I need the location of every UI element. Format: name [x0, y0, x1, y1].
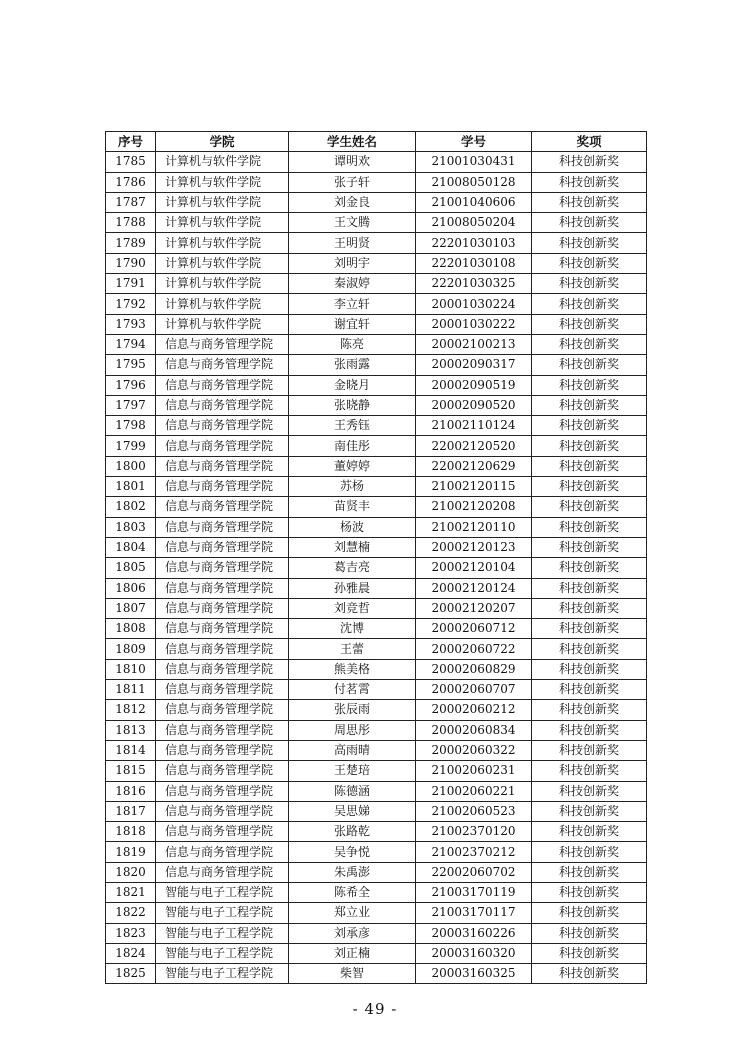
table-row — [106, 781, 647, 801]
cell-index: 1825 — [106, 964, 156, 984]
cell-index: 1805 — [106, 558, 156, 578]
cell-college: 信息与商务管理学院 — [156, 578, 289, 598]
cell-college: 信息与商务管理学院 — [156, 355, 289, 375]
cell-award: 科技创新奖 — [532, 862, 647, 882]
cell-student-id: 21002060221 — [416, 781, 532, 801]
cell-student-name: 秦淑婷 — [289, 274, 416, 294]
cell-college: 智能与电子工程学院 — [156, 882, 289, 902]
cell-index: 1790 — [106, 253, 156, 273]
table-row — [106, 801, 647, 821]
cell-award: 科技创新奖 — [532, 781, 647, 801]
table-row — [106, 294, 647, 314]
cell-student-id: 21008050128 — [416, 172, 532, 192]
cell-student-id: 21002370212 — [416, 842, 532, 862]
table-row — [106, 903, 647, 923]
cell-index: 1814 — [106, 740, 156, 760]
cell-student-name: 张雨露 — [289, 355, 416, 375]
cell-college: 信息与商务管理学院 — [156, 375, 289, 395]
cell-index: 1798 — [106, 416, 156, 436]
cell-student-name: 王明贤 — [289, 233, 416, 253]
cell-college: 信息与商务管理学院 — [156, 781, 289, 801]
cell-award: 科技创新奖 — [532, 558, 647, 578]
cell-student-id: 20003160320 — [416, 943, 532, 963]
cell-award: 科技创新奖 — [532, 537, 647, 557]
cell-student-name: 陈希全 — [289, 882, 416, 902]
cell-college: 智能与电子工程学院 — [156, 903, 289, 923]
cell-college: 智能与电子工程学院 — [156, 943, 289, 963]
cell-student-name: 杨波 — [289, 517, 416, 537]
cell-college: 计算机与软件学院 — [156, 233, 289, 253]
cell-index: 1822 — [106, 903, 156, 923]
cell-index: 1803 — [106, 517, 156, 537]
table-row — [106, 314, 647, 334]
cell-student-id: 22002060702 — [416, 862, 532, 882]
cell-student-name: 刘竞哲 — [289, 598, 416, 618]
cell-student-id: 20002090519 — [416, 375, 532, 395]
cell-student-id: 22201030103 — [416, 233, 532, 253]
table-row — [106, 700, 647, 720]
cell-student-name: 沈博 — [289, 619, 416, 639]
cell-student-name: 张辰雨 — [289, 700, 416, 720]
cell-award: 科技创新奖 — [532, 943, 647, 963]
award-table — [105, 131, 647, 984]
cell-student-name: 苗贤丰 — [289, 497, 416, 517]
cell-index: 1808 — [106, 619, 156, 639]
cell-award: 科技创新奖 — [532, 598, 647, 618]
table-row — [106, 882, 647, 902]
cell-index: 1824 — [106, 943, 156, 963]
cell-college: 信息与商务管理学院 — [156, 477, 289, 497]
cell-student-name: 南佳彤 — [289, 436, 416, 456]
table-row — [106, 659, 647, 679]
cell-student-name: 张子轩 — [289, 172, 416, 192]
cell-student-name: 张路乾 — [289, 822, 416, 842]
cell-index: 1811 — [106, 680, 156, 700]
cell-index: 1789 — [106, 233, 156, 253]
cell-college: 信息与商务管理学院 — [156, 862, 289, 882]
cell-student-id: 21003170117 — [416, 903, 532, 923]
cell-college: 信息与商务管理学院 — [156, 761, 289, 781]
table-row — [106, 578, 647, 598]
cell-award: 科技创新奖 — [532, 192, 647, 212]
cell-index: 1804 — [106, 537, 156, 557]
cell-student-id: 21001030431 — [416, 152, 532, 172]
table-row — [106, 964, 647, 984]
cell-student-name: 谢宜轩 — [289, 314, 416, 334]
cell-college: 信息与商务管理学院 — [156, 659, 289, 679]
cell-student-id: 20002060834 — [416, 720, 532, 740]
table-row — [106, 395, 647, 415]
cell-student-id: 22201030325 — [416, 274, 532, 294]
cell-student-name: 刘承彦 — [289, 923, 416, 943]
page-number: - 49 - — [352, 1000, 398, 1018]
table-row — [106, 537, 647, 557]
cell-award: 科技创新奖 — [532, 213, 647, 233]
cell-student-id: 21003170119 — [416, 882, 532, 902]
cell-college: 计算机与软件学院 — [156, 253, 289, 273]
cell-award: 科技创新奖 — [532, 842, 647, 862]
cell-award: 科技创新奖 — [532, 619, 647, 639]
cell-award: 科技创新奖 — [532, 395, 647, 415]
cell-student-id: 21001040606 — [416, 192, 532, 212]
cell-student-name: 王楚琣 — [289, 761, 416, 781]
table-row — [106, 456, 647, 476]
cell-college: 智能与电子工程学院 — [156, 923, 289, 943]
cell-index: 1802 — [106, 497, 156, 517]
cell-award: 科技创新奖 — [532, 882, 647, 902]
cell-award: 科技创新奖 — [532, 659, 647, 679]
cell-college: 信息与商务管理学院 — [156, 416, 289, 436]
table-row — [106, 862, 647, 882]
cell-student-id: 20002060712 — [416, 619, 532, 639]
cell-college: 信息与商务管理学院 — [156, 517, 289, 537]
cell-student-id: 20002100213 — [416, 334, 532, 354]
cell-index: 1796 — [106, 375, 156, 395]
cell-award: 科技创新奖 — [532, 152, 647, 172]
cell-student-id: 21008050204 — [416, 213, 532, 233]
cell-index: 1823 — [106, 923, 156, 943]
table-row — [106, 334, 647, 354]
cell-student-name: 葛吉亮 — [289, 558, 416, 578]
cell-college: 信息与商务管理学院 — [156, 497, 289, 517]
cell-student-id: 22201030108 — [416, 253, 532, 273]
table-row — [106, 680, 647, 700]
cell-college: 信息与商务管理学院 — [156, 537, 289, 557]
header-student-id: 学号 — [416, 132, 532, 152]
cell-index: 1809 — [106, 639, 156, 659]
cell-award: 科技创新奖 — [532, 314, 647, 334]
header-college: 学院 — [156, 132, 289, 152]
cell-college: 智能与电子工程学院 — [156, 964, 289, 984]
cell-award: 科技创新奖 — [532, 456, 647, 476]
cell-student-id: 20002090520 — [416, 395, 532, 415]
cell-index: 1807 — [106, 598, 156, 618]
cell-college: 计算机与软件学院 — [156, 152, 289, 172]
cell-index: 1819 — [106, 842, 156, 862]
cell-student-name: 熊美格 — [289, 659, 416, 679]
table-row — [106, 436, 647, 456]
cell-index: 1801 — [106, 477, 156, 497]
cell-college: 信息与商务管理学院 — [156, 395, 289, 415]
cell-award: 科技创新奖 — [532, 233, 647, 253]
cell-college: 信息与商务管理学院 — [156, 740, 289, 760]
cell-award: 科技创新奖 — [532, 822, 647, 842]
cell-college: 计算机与软件学院 — [156, 172, 289, 192]
cell-college: 信息与商务管理学院 — [156, 680, 289, 700]
cell-index: 1815 — [106, 761, 156, 781]
cell-college: 信息与商务管理学院 — [156, 842, 289, 862]
cell-student-id: 20002060707 — [416, 680, 532, 700]
table-row — [106, 355, 647, 375]
cell-student-id: 21002110124 — [416, 416, 532, 436]
cell-student-name: 付茗霄 — [289, 680, 416, 700]
table-header-row — [106, 132, 647, 152]
cell-index: 1821 — [106, 882, 156, 902]
table-row — [106, 842, 647, 862]
cell-student-name: 陈亮 — [289, 334, 416, 354]
cell-student-name: 李立轩 — [289, 294, 416, 314]
cell-student-name: 谭明欢 — [289, 152, 416, 172]
cell-student-id: 21002060523 — [416, 801, 532, 821]
cell-award: 科技创新奖 — [532, 903, 647, 923]
cell-student-name: 高雨晴 — [289, 740, 416, 760]
cell-student-name: 郑立业 — [289, 903, 416, 923]
cell-index: 1816 — [106, 781, 156, 801]
table-row — [106, 822, 647, 842]
cell-student-id: 20002090317 — [416, 355, 532, 375]
cell-award: 科技创新奖 — [532, 436, 647, 456]
cell-student-name: 周思彤 — [289, 720, 416, 740]
cell-award: 科技创新奖 — [532, 172, 647, 192]
cell-student-name: 刘正楠 — [289, 943, 416, 963]
cell-award: 科技创新奖 — [532, 497, 647, 517]
table-row — [106, 720, 647, 740]
cell-award: 科技创新奖 — [532, 375, 647, 395]
table-row — [106, 497, 647, 517]
cell-index: 1792 — [106, 294, 156, 314]
cell-student-id: 21002370120 — [416, 822, 532, 842]
table-row — [106, 274, 647, 294]
cell-award: 科技创新奖 — [532, 253, 647, 273]
cell-student-id: 20002060722 — [416, 639, 532, 659]
cell-student-name: 吴争悦 — [289, 842, 416, 862]
cell-college: 信息与商务管理学院 — [156, 436, 289, 456]
cell-award: 科技创新奖 — [532, 294, 647, 314]
cell-index: 1817 — [106, 801, 156, 821]
cell-college: 计算机与软件学院 — [156, 294, 289, 314]
cell-student-name: 刘慧楠 — [289, 537, 416, 557]
cell-award: 科技创新奖 — [532, 274, 647, 294]
cell-student-id: 21002060231 — [416, 761, 532, 781]
table-row — [106, 558, 647, 578]
cell-student-id: 20002120207 — [416, 598, 532, 618]
cell-student-id: 20002120104 — [416, 558, 532, 578]
cell-award: 科技创新奖 — [532, 740, 647, 760]
cell-index: 1800 — [106, 456, 156, 476]
cell-student-id: 20002060212 — [416, 700, 532, 720]
cell-student-name: 陈德涵 — [289, 781, 416, 801]
cell-index: 1794 — [106, 334, 156, 354]
cell-student-name: 张晓静 — [289, 395, 416, 415]
cell-index: 1812 — [106, 700, 156, 720]
cell-student-id: 21002120208 — [416, 497, 532, 517]
cell-student-id: 20002120123 — [416, 537, 532, 557]
cell-award: 科技创新奖 — [532, 801, 647, 821]
table-row — [106, 740, 647, 760]
cell-student-name: 朱禹澎 — [289, 862, 416, 882]
cell-student-name: 董婷婷 — [289, 456, 416, 476]
table-row — [106, 477, 647, 497]
cell-college: 信息与商务管理学院 — [156, 456, 289, 476]
cell-student-id: 20003160325 — [416, 964, 532, 984]
cell-index: 1795 — [106, 355, 156, 375]
cell-college: 信息与商务管理学院 — [156, 334, 289, 354]
cell-college: 计算机与软件学院 — [156, 192, 289, 212]
table-row — [106, 233, 647, 253]
cell-award: 科技创新奖 — [532, 680, 647, 700]
table-row — [106, 943, 647, 963]
header-student-name: 学生姓名 — [289, 132, 416, 152]
cell-student-name: 刘金良 — [289, 192, 416, 212]
table-row — [106, 517, 647, 537]
cell-college: 计算机与软件学院 — [156, 274, 289, 294]
cell-award: 科技创新奖 — [532, 700, 647, 720]
table-row — [106, 192, 647, 212]
cell-index: 1797 — [106, 395, 156, 415]
cell-index: 1788 — [106, 213, 156, 233]
cell-index: 1820 — [106, 862, 156, 882]
cell-student-id: 20002060322 — [416, 740, 532, 760]
cell-award: 科技创新奖 — [532, 923, 647, 943]
cell-student-name: 柴智 — [289, 964, 416, 984]
cell-student-name: 吴思娣 — [289, 801, 416, 821]
cell-student-id: 20002060829 — [416, 659, 532, 679]
cell-student-name: 金晓月 — [289, 375, 416, 395]
cell-index: 1785 — [106, 152, 156, 172]
table-row — [106, 923, 647, 943]
cell-student-name: 王蕾 — [289, 639, 416, 659]
cell-index: 1799 — [106, 436, 156, 456]
table-row — [106, 375, 647, 395]
table-row — [106, 761, 647, 781]
cell-college: 信息与商务管理学院 — [156, 619, 289, 639]
table-body — [106, 152, 647, 984]
cell-student-name: 刘明宇 — [289, 253, 416, 273]
cell-index: 1810 — [106, 659, 156, 679]
table-row — [106, 619, 647, 639]
cell-student-id: 20003160226 — [416, 923, 532, 943]
cell-college: 信息与商务管理学院 — [156, 598, 289, 618]
cell-college: 计算机与软件学院 — [156, 314, 289, 334]
cell-award: 科技创新奖 — [532, 639, 647, 659]
table-row — [106, 416, 647, 436]
table-row — [106, 598, 647, 618]
cell-award: 科技创新奖 — [532, 517, 647, 537]
cell-index: 1806 — [106, 578, 156, 598]
header-index: 序号 — [106, 132, 156, 152]
cell-award: 科技创新奖 — [532, 477, 647, 497]
table-row — [106, 172, 647, 192]
cell-college: 信息与商务管理学院 — [156, 822, 289, 842]
cell-college: 信息与商务管理学院 — [156, 558, 289, 578]
cell-award: 科技创新奖 — [532, 578, 647, 598]
cell-award: 科技创新奖 — [532, 720, 647, 740]
cell-college: 信息与商务管理学院 — [156, 639, 289, 659]
cell-student-id: 20001030224 — [416, 294, 532, 314]
cell-award: 科技创新奖 — [532, 964, 647, 984]
cell-index: 1787 — [106, 192, 156, 212]
table-row — [106, 213, 647, 233]
cell-student-id: 20001030222 — [416, 314, 532, 334]
table-row — [106, 152, 647, 172]
cell-student-id: 22002120520 — [416, 436, 532, 456]
cell-award: 科技创新奖 — [532, 355, 647, 375]
cell-student-name: 苏杨 — [289, 477, 416, 497]
table-row — [106, 639, 647, 659]
cell-index: 1793 — [106, 314, 156, 334]
cell-index: 1818 — [106, 822, 156, 842]
cell-student-id: 21002120110 — [416, 517, 532, 537]
cell-student-id: 21002120115 — [416, 477, 532, 497]
cell-student-name: 王文腾 — [289, 213, 416, 233]
cell-award: 科技创新奖 — [532, 416, 647, 436]
cell-index: 1813 — [106, 720, 156, 740]
cell-student-name: 孙雅晨 — [289, 578, 416, 598]
cell-college: 计算机与软件学院 — [156, 213, 289, 233]
cell-college: 信息与商务管理学院 — [156, 700, 289, 720]
cell-college: 信息与商务管理学院 — [156, 720, 289, 740]
cell-student-name: 王秀钰 — [289, 416, 416, 436]
cell-award: 科技创新奖 — [532, 334, 647, 354]
cell-student-id: 22002120629 — [416, 456, 532, 476]
table-row — [106, 253, 647, 273]
cell-index: 1791 — [106, 274, 156, 294]
cell-index: 1786 — [106, 172, 156, 192]
header-award: 奖项 — [532, 132, 647, 152]
cell-college: 信息与商务管理学院 — [156, 801, 289, 821]
cell-student-id: 20002120124 — [416, 578, 532, 598]
cell-award: 科技创新奖 — [532, 761, 647, 781]
